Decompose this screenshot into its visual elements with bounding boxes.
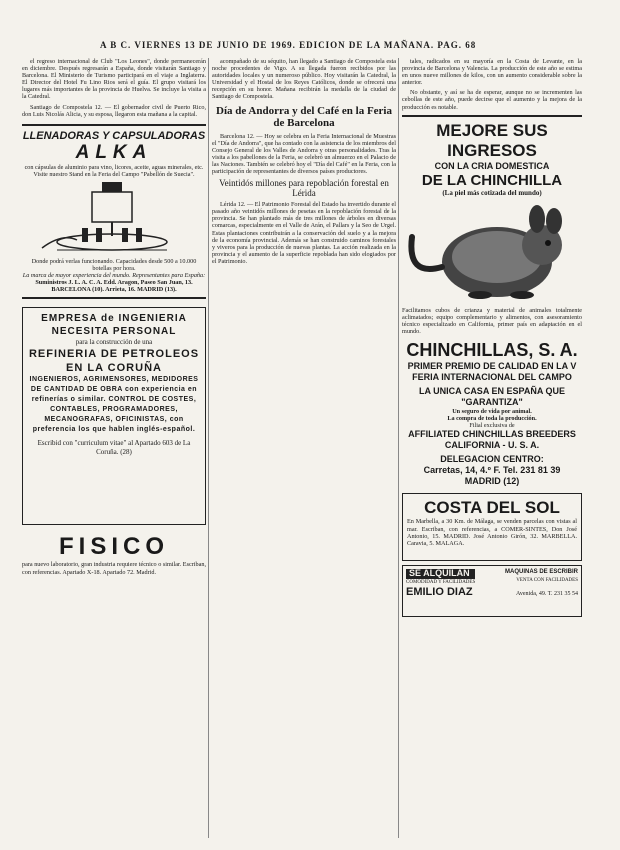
alka-ad [22,124,206,300]
column-middle [212,58,396,268]
chinchilla-address: Carretas, 14, 4.º F. Tel. 231 81 39 [423,465,561,476]
chinchilla-headline: MEJORE SUS INGRESOS [436,120,548,160]
chinchilla-ad [402,115,582,488]
empresa-body: INGENIEROS, AGRIMENSORES, MEDIDORES DE CANTIDAD DE OBRA con experiencia en refinerías o similar. CONTROL DE COSTES, CONTABLES, PROGRAMADORES, MECANOGRAFAS, OFICINISTAS, con preferencia los que hablen inglés-español. [29,376,199,434]
article-text: el regreso internacional de Club "Los Leones", donde permanecerán en diciembre. Después regresarán a España, donde visitarán Santiago y Barcelona. El Ministerio de Turismo participará en el viaje a Inglaterra. El Director del Hotel Fu Lino Rios será el guía. El grupo visitará los lugares más importantes de la provincia de Huelva. Se incluye la visita a la Catedral. [22,58,206,101]
article-text: acompañado de su séquito, han llegado a Santiago de Compostela esta noche procedentes de Vigo. A su llegada fueron recibidos por las autoridades locales y un numeroso público. Hoy visitarán la Catedral, la Universidad y el Hostal de los Reyes Católicos, donde se ofrecerá una recepción en su honor. Mañana recibirán la medalla de la ciudad de Santiago de Compostela. [212,58,396,101]
costa-del-sol-ad [402,493,582,561]
alquilan-subtitle: COMODIDAD Y FACILIDADES [406,579,476,585]
alquilan-product-sub: VENTA CON FACILIDADES [516,577,578,583]
capping-machine-illustration [22,178,206,258]
costa-body: En Marbella, a 30 Km. de Málaga, se venden parcelas con vistas al mar. Escriban, con referencias, a COMER-SINTES, Don José Antonio, 15. MADRID. José Antonio Girón, 32. MARBELLA. Caravia, 5. MALAGA. [407,518,577,547]
article-subheadline: Veintidós millones para repoblación forestal en Lérida [219,178,389,199]
fisico-ad [22,533,206,575]
empresa-line2: NECESITA PERSONAL [51,326,177,338]
alka-title: LLENADORAS Y CAPSULADORAS [22,129,206,142]
chinchilla-affiliated: AFFILIATED CHINCHILLAS BREEDERS [408,429,576,440]
empresa-line3: para la construcción de una [75,338,153,347]
costa-title: COSTA DEL SOL [424,498,560,518]
chinchilla-california: CALIFORNIA - U. S. A. [444,440,540,451]
chinchilla-benefit-1: Un seguro de vida por animal. [452,408,532,416]
empresa-line5: EN LA CORUÑA [66,362,162,375]
column-left [22,58,206,576]
alquilan-right [505,569,578,583]
chinchilla-brand: CHINCHILLAS, S. A. [406,340,578,361]
chinchilla-line2: CON LA CRIA DOMESTICA [434,160,550,171]
alquilan-left [406,569,475,585]
chinchilla-exclusive: Filial exclusiva de [469,422,515,430]
chinchilla-line3: DE LA CHINCHILLA [421,171,563,189]
alka-addresses: Suministros J. L. A. C. A. Edd. Aragon, Paseo San Juan, 13. BARCELONA (10). Arrieta, 16. MADRID (13). [35,279,193,294]
column-right [402,58,582,617]
alka-caption: Donde podrá verlas funcionando. Capacidades desde 500 a 10.000 botellas por hora. [31,257,197,273]
article-text: Barcelona 12. — Hoy se celebra en la Feria Internacional de Muestras el "Día de Andorra", que ha contado con la asistencia de los miembros del Consejo General de los Valles de Andorra y otras personalidades. Tras la visita a los pabellones de la Feria, se celebró un almuerzo en el Palacio de las Naciones. También se celebró hoy el "Día del Café" en la Feria, con la participación de representantes de diversos países productores. [212,132,396,176]
column-rule [208,58,209,838]
alquilan-product: MAQUINAS DE ESCRIBIR [504,569,578,576]
chinchilla-illustration [402,197,582,307]
chinchilla-city: MADRID (12) [464,476,520,487]
alka-brand: ALKA [75,141,153,163]
page-header: A B C. VIERNES 13 DE JUNIO DE 1969. EDICION DE LA MAÑANA. PAG. 68 [100,40,477,50]
empresa-footer: Escribid con "curriculum vitae" al Apartado 603 de La Coruña. (28) [37,439,191,457]
column-rule [398,58,399,838]
chinchilla-benefit-2: La compra de toda la producción. [447,415,537,423]
alka-tagline: La marca de mayor experiencia del mundo. Representantes para España: [22,272,206,280]
empresa-line4: REFINERIA DE PETROLEOS [28,348,200,361]
article-headline: Día de Andorra y del Café en la Feria de Barcelona [216,104,392,129]
alka-desc: con cápsulas de aluminio para vino, licores, aceite, aguas minerales, etc. [24,163,204,171]
article-text: Lérida 12. — El Patrimonio Forestal del Estado ha invertido durante el pasado año veintidós millones de pesetas en la repoblación forestal de la provincia. Se han plantado más de tres millones de árboles en diversas comarcas, especialmente en el Valle de Arán, el Pallars y la Seo de Urgel. Estas plantaciones contribuirán a la conservación del suelo y a la mejora de la economía provincial. Además se han construido caminos forestales y viveros para la producción de nuevas plantas. La acción realizada en la provincia y el aumento de la superficie repoblada han sido elogiados por el Patrimonio. [212,201,396,265]
article-text: tales, radicados en su mayoría en la Costa de Levante, en la provincia de Barcelona y Valencia. La producción de este año se estima en unos nueve millones de kilos, con un aumento considerable sobre la anterior. [402,58,582,87]
chinchilla-delegacion: DELEGACION CENTRO: [440,454,544,465]
alquilan-name: EMILIO DIAZ [406,585,473,598]
article-text: No obstante, y así se ha de esperar, aunque no se incrementen las cebollas de este año, puede decirse que el aumento y la mejora de la producción es notable. [402,89,582,111]
alquilan-title: SE ALQUILAN [406,569,475,578]
chinchilla-unica: LA UNICA CASA EN ESPAÑA QUE "GARANTIZA" [418,386,565,408]
empresa-ad [22,307,206,525]
alka-stand: Visite nuestro Stand en la Feria del Campo "Pabellón de Suecia". [33,170,195,178]
fisico-body: para nuevo laboratorio, gran industria requiere técnico o similar. Escriban, con referencias. Apartado X-18. Apartado 72. Madrid. [22,561,206,576]
alquilan-address: Avenida, 49. T. 231 35 54 [516,590,578,597]
chinchilla-line4: (La piel más cotizada del mundo) [442,188,542,197]
chinchilla-body: Facilitamos cubos de crianza y material de animales totalmente aclimatados; equipo complementario y alimentos, con asesoramiento técnico especializado en California, primer país en adaptación en el mundo. [402,306,582,336]
chinchilla-premio: PRIMER PREMIO DE CALIDAD EN LA V FERIA INTERNACIONAL DEL CAMPO [407,361,577,383]
alquilan-ad [402,565,582,617]
empresa-line1: EMPRESA de INGENIERIA [41,313,187,325]
article-text: Santiago de Compostela 12. — El gobernador civil de Puerto Rico, don Luis Nicolás Alicia, y su esposa, llegaron esta mañana a la capital. [22,103,206,118]
fisico-title: FISICO [58,533,169,561]
